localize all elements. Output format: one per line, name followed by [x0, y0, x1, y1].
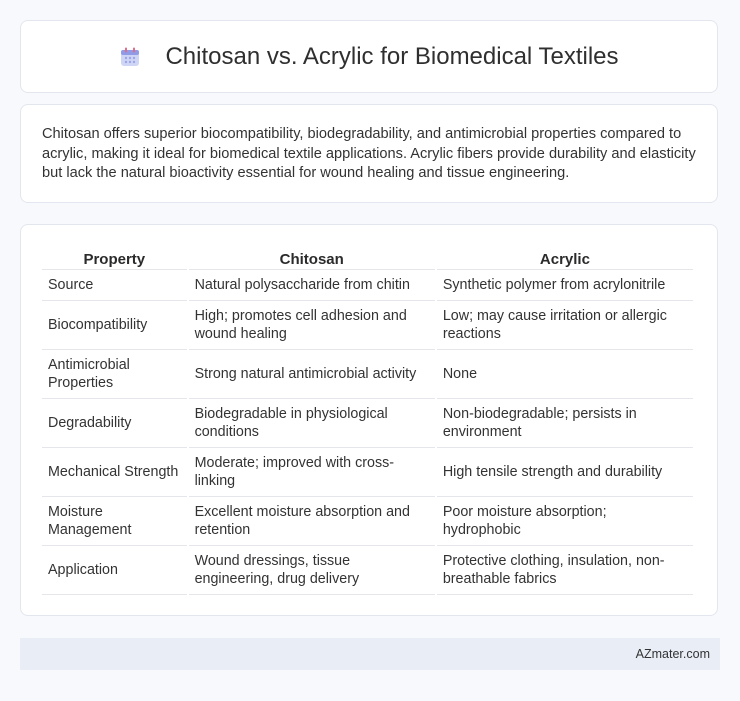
chitosan-cell: Moderate; improved with cross-linking [189, 448, 435, 497]
property-cell: Biocompatibility [42, 301, 187, 350]
property-cell: Antimicrobial Properties [42, 350, 187, 399]
summary-card [20, 104, 718, 203]
acrylic-cell: Synthetic polymer from acrylonitrile [437, 270, 693, 301]
property-cell: Mechanical Strength [42, 448, 187, 497]
acrylic-cell: High tensile strength and durability [437, 448, 693, 497]
column-header: Acrylic [437, 247, 693, 270]
table-row [42, 301, 693, 350]
table-row [42, 546, 693, 595]
acrylic-cell: Non-biodegradable; persists in environment [437, 399, 693, 448]
chitosan-cell: Wound dressings, tissue engineering, drug delivery [189, 546, 435, 595]
table-row [42, 497, 693, 546]
property-cell: Application [42, 546, 187, 595]
table-row [42, 350, 693, 399]
acrylic-cell: Low; may cause irritation or allergic reactions [437, 301, 693, 350]
page-title: Chitosan vs. Acrylic for Biomedical Textiles [165, 42, 619, 70]
chitosan-cell: Biodegradable in physiological conditions [189, 399, 435, 448]
property-cell: Degradability [42, 399, 187, 448]
footer-brand: AZmater.com [635, 647, 710, 661]
chitosan-cell: Excellent moisture absorption and retention [189, 497, 435, 546]
table-row [42, 399, 693, 448]
comparison-card [20, 224, 718, 616]
acrylic-cell: Protective clothing, insulation, non-breathable fabrics [437, 546, 693, 595]
column-header: Chitosan [189, 247, 435, 270]
property-cell: Moisture Management [42, 497, 187, 546]
footer-bar [20, 638, 720, 670]
table-row [42, 448, 693, 497]
chitosan-cell: Strong natural antimicrobial activity [189, 350, 435, 399]
property-cell: Source [42, 270, 187, 301]
acrylic-cell: Poor moisture absorption; hydrophobic [437, 497, 693, 546]
chitosan-cell: Natural polysaccharide from chitin [189, 270, 435, 301]
table-row [42, 270, 693, 301]
calendar-icon [119, 46, 141, 68]
table-header-row [42, 247, 693, 270]
chitosan-cell: High; promotes cell adhesion and wound healing [189, 301, 435, 350]
column-header: Property [42, 247, 187, 270]
acrylic-cell: None [437, 350, 693, 399]
summary-text: Chitosan offers superior biocompatibility, biodegradability, and antimicrobial properties compared to acrylic, making it ideal for biomedical textile applications. Acrylic fibers provide durability and elasticity but lack the natural bioactivity essential for wound healing and tissue engineering. [42, 126, 696, 181]
comparison-table [40, 247, 695, 595]
title-card [20, 20, 718, 93]
